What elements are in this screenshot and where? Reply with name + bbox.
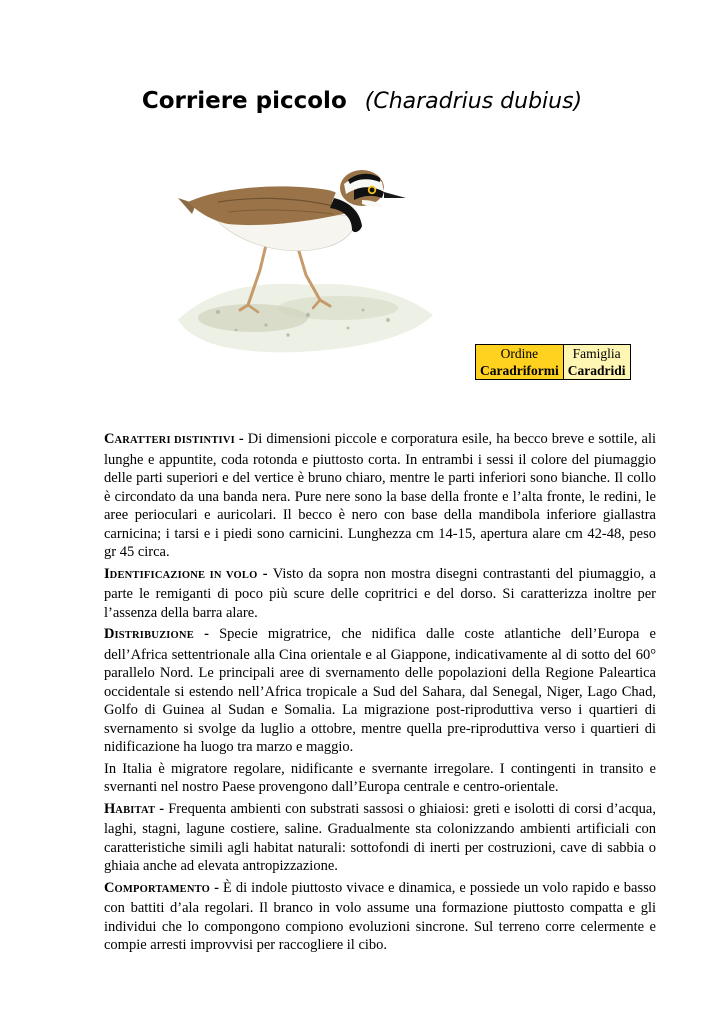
taxonomy-table: [475, 344, 631, 380]
family-cell: [563, 345, 630, 380]
bird-illustration: [148, 140, 438, 365]
scientific-name: (Charadrius dubius): [364, 89, 583, 114]
order-cell: [476, 345, 564, 380]
section-heading: HABITAT -: [104, 800, 169, 817]
section-heading: CARATTERI DISTINTIVI -: [104, 431, 248, 447]
section-paragraph: [104, 760, 656, 797]
order-value: Caradriformi: [480, 363, 559, 378]
section-body: Di dimensioni piccole e corporatura esile, ha becco breve e sottile, ali lunghe e appuntite, coda rotonda e piuttosto corta. In entrambi i sessi il colore del piumaggio delle parti superiori e del vertice è bruno chiaro, mentre le parti inferiori sono bianche. Il collo è circondato da una banda nera. Pure nere sono la base della fronte e l’alta fronte, le redini, le aree perioculari e auricolari. Il becco è nero con base della mandibola inferiore giallastra carnicina; i tarsi e i piedi sono carnicini. Lunghezza cm 14-15, apertura alare cm 42-48, peso gr 45 circa.: [104, 431, 657, 560]
page-title: [0, 88, 724, 114]
family-label: Famiglia: [572, 346, 621, 361]
section-paragraph: [104, 800, 656, 876]
section-heading: DISTRIBUZIONE -: [104, 626, 220, 642]
section-paragraph: [104, 565, 656, 623]
section-body: In Italia è migratore regolare, nidificante e svernante irregolare. I contingenti in transito e svernanti nel nostro Paese provengono dall’Europa centrale e centro-orientale.: [104, 760, 656, 795]
section-body: Visto da sopra non mostra disegni contrastanti del piumaggio, a parte le remiganti di poco più scure delle copritrici e del dorso. Si caratterizza inoltre per l’assenza della barra alare.: [104, 565, 656, 621]
section-body: Specie migratrice, che nidifica dalle coste atlantiche dell’Europa e dell’Africa settentrionale alla Cina orientale e al Giappone, indicativamente al di sotto del 60° parallelo Nord. Le principali aree di svernamento delle popolazioni della Regione Paleartica occidentale si estendo nell’Africa tropicale a Sud del Sahara, dal Senegal, Niger, Lago Chad, Golfo di Guinea al Sudan e Somalia. La migrazione post-riproduttiva verso i quartieri di svernamento si svolge da luglio a ottobre, mentre quella pre-riproduttiva verso i quartieri di nidificazione ha luogo tra marzo e maggio.: [104, 626, 656, 755]
common-name: Corriere piccolo: [141, 88, 347, 114]
section-paragraph: [104, 625, 656, 757]
section-paragraph: [104, 430, 656, 562]
section-paragraph: [104, 879, 656, 955]
order-label: Ordine: [500, 346, 539, 361]
family-value: Caradridi: [567, 363, 626, 378]
section-body: È di indole piuttosto vivace e dinamica, e possiede un volo rapido e basso con battiti d’ala regolari. Il branco in volo assume una formazione piuttosto compatta e gli individui che lo compongono compiono evoluzioni sincrone. Sul terreno corre celermente e compie arresti improvvisi per raccogliere il cibo.: [104, 879, 656, 953]
section-body: Frequenta ambienti con substrati sassosi o ghiaiosi: greti e isolotti di corsi d’acqua, laghi, stagni, lagune costiere, saline. Gradualmente sta colonizzando ambienti artificiali con caratteristiche simili agli habitat naturali: sottofondi di inerti per costruzioni, cave di sabbia o ghiaia anche ad elevata antropizzazione.: [104, 800, 656, 874]
section-heading: IDENTIFICAZIONE IN VOLO -: [104, 565, 273, 582]
section-heading: COMPORTAMENTO -: [104, 879, 223, 896]
description-text: [104, 430, 656, 958]
